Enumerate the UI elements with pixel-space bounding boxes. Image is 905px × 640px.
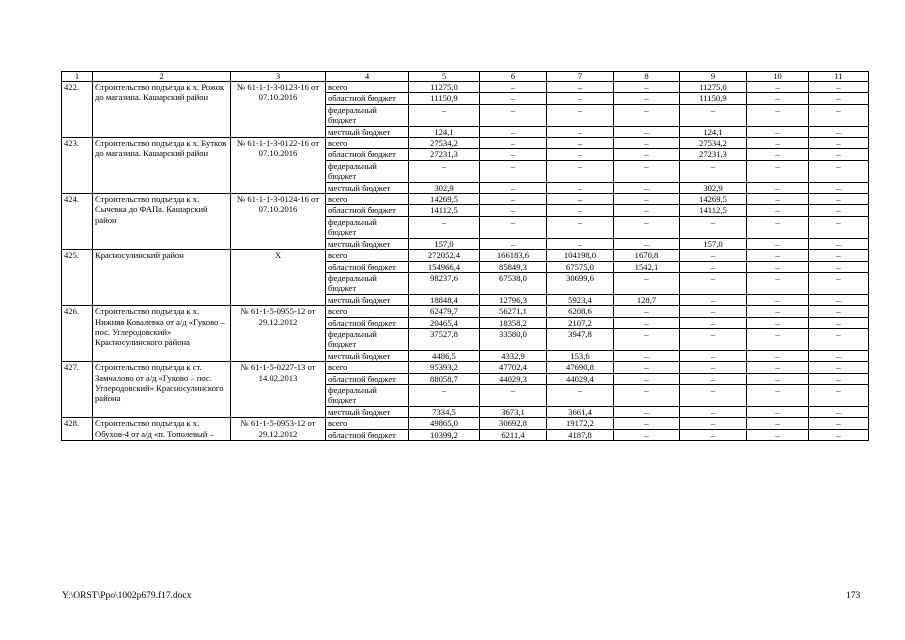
amount-cell: – <box>747 406 809 417</box>
amount-cell: – <box>809 317 869 328</box>
amount-cell: 19172,2 <box>547 418 614 429</box>
amount-cell: – <box>809 126 869 137</box>
amount-cell: 62479,7 <box>409 306 480 317</box>
amount-cell: 11150,9 <box>409 93 480 104</box>
amount-cell: 6208,6 <box>547 306 614 317</box>
amount-cell: – <box>680 328 747 350</box>
amount-cell: – <box>547 182 614 193</box>
amount-cell: – <box>680 160 747 182</box>
amount-cell: – <box>809 429 869 440</box>
amount-cell: 11275,0 <box>680 82 747 93</box>
amount-cell: – <box>680 362 747 373</box>
amount-cell: – <box>614 82 680 93</box>
amount-cell: – <box>809 362 869 373</box>
amount-cell: 5923,4 <box>547 294 614 305</box>
amount-cell: 3947,8 <box>547 328 614 350</box>
document-reference: № 61-1-5-0227-13 от 14.02.2013 <box>231 362 326 418</box>
column-number: 1 <box>62 72 93 82</box>
amount-cell: 30692,8 <box>480 418 547 429</box>
amount-cell: – <box>747 82 809 93</box>
amount-cell: – <box>747 160 809 182</box>
amount-cell: – <box>547 138 614 149</box>
amount-cell: 67538,0 <box>480 272 547 294</box>
amount-cell: 11275,0 <box>409 82 480 93</box>
amount-cell: – <box>480 182 547 193</box>
amount-cell: – <box>614 194 680 205</box>
amount-cell: – <box>614 350 680 361</box>
funding-source: всего <box>326 82 409 93</box>
column-number: 10 <box>747 72 809 82</box>
document-reference: № 61-1-5-0953-12 от 29.12.2012 <box>231 418 326 441</box>
amount-cell: – <box>747 138 809 149</box>
amount-cell: – <box>809 250 869 261</box>
object-name: Строительство подъезда к х. Бутков до магазина. Кашарский район <box>93 138 231 194</box>
amount-cell: – <box>547 238 614 249</box>
object-name: Строительство подъезда к х. Рожок до магазина. Кашарский район <box>93 82 231 138</box>
amount-cell: 1670,8 <box>614 250 680 261</box>
amount-cell: 33580,0 <box>480 328 547 350</box>
amount-cell: – <box>809 182 869 193</box>
amount-cell: – <box>809 418 869 429</box>
document-reference: Х <box>231 250 326 306</box>
amount-cell: 12796,3 <box>480 294 547 305</box>
amount-cell: – <box>809 261 869 272</box>
column-number: 3 <box>231 72 326 82</box>
amount-cell: – <box>480 216 547 238</box>
amount-cell: – <box>809 160 869 182</box>
amount-cell: – <box>680 216 747 238</box>
amount-cell: 153,6 <box>547 350 614 361</box>
table-row <box>62 82 869 93</box>
amount-cell: – <box>614 126 680 137</box>
amount-cell: 88058,7 <box>409 373 480 384</box>
funding-source: областной бюджет <box>326 149 409 160</box>
amount-cell: – <box>480 149 547 160</box>
document-reference: № 61-1-5-0955-12 от 29.12.2012 <box>231 306 326 362</box>
funding-source: местный бюджет <box>326 238 409 249</box>
amount-cell: – <box>680 384 747 406</box>
amount-cell: 27231,3 <box>680 149 747 160</box>
amount-cell: – <box>747 328 809 350</box>
amount-cell: 85849,3 <box>480 261 547 272</box>
column-number: 11 <box>809 72 869 82</box>
amount-cell: – <box>614 362 680 373</box>
amount-cell: – <box>480 82 547 93</box>
row-number: 426. <box>62 306 93 362</box>
amount-cell: – <box>614 216 680 238</box>
table-row <box>62 418 869 429</box>
amount-cell: – <box>614 138 680 149</box>
amount-cell: 4486,5 <box>409 350 480 361</box>
amount-cell: 49865,0 <box>409 418 480 429</box>
amount-cell: – <box>747 418 809 429</box>
amount-cell: – <box>680 250 747 261</box>
page-number: 173 <box>846 591 861 601</box>
amount-cell: 128,7 <box>614 294 680 305</box>
amount-cell: – <box>747 384 809 406</box>
amount-cell: – <box>614 272 680 294</box>
amount-cell: 18358,2 <box>480 317 547 328</box>
amount-cell: 104198,0 <box>547 250 614 261</box>
amount-cell: – <box>747 93 809 104</box>
amount-cell: – <box>409 216 480 238</box>
funding-source: федеральный бюджет <box>326 216 409 238</box>
amount-cell: – <box>480 238 547 249</box>
amount-cell: – <box>809 406 869 417</box>
column-number: 4 <box>326 72 409 82</box>
amount-cell: – <box>809 104 869 126</box>
amount-cell: – <box>680 104 747 126</box>
amount-cell: 27534,2 <box>680 138 747 149</box>
amount-cell: 14112,5 <box>409 205 480 216</box>
amount-cell: – <box>809 328 869 350</box>
amount-cell: 10399,2 <box>409 429 480 440</box>
row-number: 427. <box>62 362 93 418</box>
column-number: 2 <box>93 72 231 82</box>
amount-cell: – <box>809 238 869 249</box>
column-number: 6 <box>480 72 547 82</box>
amount-cell: – <box>480 93 547 104</box>
amount-cell: – <box>747 194 809 205</box>
amount-cell: – <box>480 104 547 126</box>
amount-cell: – <box>809 138 869 149</box>
table-row <box>62 362 869 373</box>
amount-cell: – <box>547 82 614 93</box>
amount-cell: – <box>809 205 869 216</box>
amount-cell: – <box>809 272 869 294</box>
row-number: 422. <box>62 82 93 138</box>
amount-cell: – <box>747 362 809 373</box>
amount-cell: – <box>680 350 747 361</box>
funding-source: областной бюджет <box>326 429 409 440</box>
amount-cell: 47690,8 <box>547 362 614 373</box>
table-row <box>62 138 869 149</box>
amount-cell: – <box>614 182 680 193</box>
amount-cell: – <box>614 160 680 182</box>
amount-cell: 47702,4 <box>480 362 547 373</box>
amount-cell: – <box>547 384 614 406</box>
amount-cell: 98237,6 <box>409 272 480 294</box>
amount-cell: 44029,4 <box>547 373 614 384</box>
amount-cell: – <box>547 149 614 160</box>
amount-cell: – <box>747 373 809 384</box>
table-row <box>62 194 869 205</box>
amount-cell: 302,9 <box>409 182 480 193</box>
object-name: Строительство подъезда к х. Обухов-4 от а/д «п. Тополевый – <box>93 418 231 441</box>
amount-cell: – <box>480 384 547 406</box>
amount-cell: 14112,5 <box>680 205 747 216</box>
amount-cell: – <box>480 126 547 137</box>
amount-cell: 95393,2 <box>409 362 480 373</box>
amount-cell: 20465,4 <box>409 317 480 328</box>
funding-source: федеральный бюджет <box>326 104 409 126</box>
amount-cell: 4332,9 <box>480 350 547 361</box>
amount-cell: – <box>614 384 680 406</box>
object-name: Строительство подъезда к х. Нижняя Ковалевка от а/д «Гуково – пос. Углеродовский» Красносулинского района <box>93 306 231 362</box>
amount-cell: – <box>747 216 809 238</box>
amount-cell: 3673,1 <box>480 406 547 417</box>
row-number: 423. <box>62 138 93 194</box>
amount-cell: – <box>680 272 747 294</box>
funding-source: федеральный бюджет <box>326 272 409 294</box>
amount-cell: – <box>680 261 747 272</box>
amount-cell: 4187,8 <box>547 429 614 440</box>
amount-cell: 56271,1 <box>480 306 547 317</box>
amount-cell: – <box>809 82 869 93</box>
amount-cell: 1542,1 <box>614 261 680 272</box>
column-number: 8 <box>614 72 680 82</box>
amount-cell: 67575,0 <box>547 261 614 272</box>
table-row <box>62 250 869 261</box>
object-name: Строительство подъезда к х. Сычевка до ФАПа. Кашарский район <box>93 194 231 250</box>
amount-cell: 30699,6 <box>547 272 614 294</box>
amount-cell: – <box>747 238 809 249</box>
funding-source: федеральный бюджет <box>326 384 409 406</box>
amount-cell: – <box>747 261 809 272</box>
amount-cell: – <box>747 149 809 160</box>
amount-cell: 166183,6 <box>480 250 547 261</box>
amount-cell: – <box>547 126 614 137</box>
amount-cell: – <box>747 294 809 305</box>
funding-source: всего <box>326 418 409 429</box>
amount-cell: 37527,8 <box>409 328 480 350</box>
amount-cell: – <box>747 317 809 328</box>
document-reference: № 61-1-1-3-0122-16 от 07.10.2016 <box>231 138 326 194</box>
amount-cell: – <box>747 429 809 440</box>
amount-cell: – <box>747 306 809 317</box>
funding-source: областной бюджет <box>326 261 409 272</box>
funding-source: всего <box>326 250 409 261</box>
amount-cell: 14269,5 <box>680 194 747 205</box>
funding-source: всего <box>326 306 409 317</box>
column-number-row <box>62 72 869 82</box>
table-row <box>62 306 869 317</box>
funding-source: областной бюджет <box>326 373 409 384</box>
amount-cell: – <box>614 328 680 350</box>
table-body <box>62 72 869 441</box>
amount-cell: 124,1 <box>680 126 747 137</box>
amount-cell: – <box>747 350 809 361</box>
amount-cell: 272052,4 <box>409 250 480 261</box>
amount-cell: – <box>409 384 480 406</box>
document-path: Y:\ORST\Ppo\1002p679.f17.docx <box>62 591 192 601</box>
amount-cell: – <box>480 138 547 149</box>
amount-cell: – <box>614 317 680 328</box>
funding-source: областной бюджет <box>326 93 409 104</box>
amount-cell: – <box>809 93 869 104</box>
amount-cell: – <box>480 194 547 205</box>
row-number: 424. <box>62 194 93 250</box>
amount-cell: – <box>809 350 869 361</box>
amount-cell: 2107,2 <box>547 317 614 328</box>
funding-source: областной бюджет <box>326 205 409 216</box>
funding-source: всего <box>326 362 409 373</box>
amount-cell: – <box>409 104 480 126</box>
amount-cell: – <box>680 294 747 305</box>
amount-cell: 11150,9 <box>680 93 747 104</box>
row-number: 428. <box>62 418 93 441</box>
funding-source: всего <box>326 194 409 205</box>
amount-cell: – <box>680 373 747 384</box>
amount-cell: – <box>747 205 809 216</box>
amount-cell: – <box>614 104 680 126</box>
amount-cell: – <box>809 194 869 205</box>
amount-cell: – <box>680 418 747 429</box>
amount-cell: – <box>747 126 809 137</box>
amount-cell: 44029,3 <box>480 373 547 384</box>
amount-cell: 157,0 <box>680 238 747 249</box>
amount-cell: – <box>614 238 680 249</box>
amount-cell: – <box>614 418 680 429</box>
amount-cell: – <box>680 406 747 417</box>
budget-table <box>61 71 869 441</box>
amount-cell: – <box>547 104 614 126</box>
amount-cell: – <box>480 160 547 182</box>
amount-cell: – <box>547 160 614 182</box>
funding-source: местный бюджет <box>326 294 409 305</box>
amount-cell: – <box>680 317 747 328</box>
funding-source: местный бюджет <box>326 406 409 417</box>
amount-cell: – <box>614 306 680 317</box>
amount-cell: 154966,4 <box>409 261 480 272</box>
amount-cell: – <box>809 294 869 305</box>
column-number: 5 <box>409 72 480 82</box>
funding-source: местный бюджет <box>326 182 409 193</box>
amount-cell: – <box>547 205 614 216</box>
amount-cell: – <box>809 149 869 160</box>
object-name: Строительство подъезда к ст. Замчалово от а/д «Гуково – пос. Углеродовский» Красносулинского района <box>93 362 231 418</box>
amount-cell: 3661,4 <box>547 406 614 417</box>
column-number: 7 <box>547 72 614 82</box>
funding-source: всего <box>326 138 409 149</box>
document-reference: № 61-1-1-3-0124-16 от 07.10.2016 <box>231 194 326 250</box>
amount-cell: 157,0 <box>409 238 480 249</box>
amount-cell: – <box>747 272 809 294</box>
amount-cell: – <box>680 306 747 317</box>
amount-cell: – <box>747 250 809 261</box>
funding-source: местный бюджет <box>326 126 409 137</box>
amount-cell: 124,1 <box>409 126 480 137</box>
row-number: 425. <box>62 250 93 306</box>
amount-cell: – <box>614 149 680 160</box>
amount-cell: – <box>409 160 480 182</box>
column-number: 9 <box>680 72 747 82</box>
document-reference: № 61-1-1-3-0123-16 от 07.10.2016 <box>231 82 326 138</box>
amount-cell: – <box>547 194 614 205</box>
amount-cell: – <box>547 93 614 104</box>
amount-cell: – <box>809 216 869 238</box>
amount-cell: – <box>614 205 680 216</box>
amount-cell: 14269,5 <box>409 194 480 205</box>
amount-cell: – <box>614 429 680 440</box>
amount-cell: 7334,5 <box>409 406 480 417</box>
amount-cell: – <box>680 429 747 440</box>
funding-source: федеральный бюджет <box>326 160 409 182</box>
amount-cell: – <box>747 182 809 193</box>
amount-cell: – <box>480 205 547 216</box>
amount-cell: 27231,3 <box>409 149 480 160</box>
funding-source: федеральный бюджет <box>326 328 409 350</box>
amount-cell: – <box>614 406 680 417</box>
amount-cell: – <box>809 306 869 317</box>
amount-cell: – <box>809 373 869 384</box>
object-name: Красносулинский район <box>93 250 231 306</box>
amount-cell: – <box>547 216 614 238</box>
funding-source: областной бюджет <box>326 317 409 328</box>
amount-cell: 18848,4 <box>409 294 480 305</box>
amount-cell: 27534,2 <box>409 138 480 149</box>
amount-cell: – <box>809 384 869 406</box>
amount-cell: – <box>614 373 680 384</box>
amount-cell: – <box>747 104 809 126</box>
amount-cell: 302,9 <box>680 182 747 193</box>
funding-source: местный бюджет <box>326 350 409 361</box>
amount-cell: 6211,4 <box>480 429 547 440</box>
amount-cell: – <box>614 93 680 104</box>
